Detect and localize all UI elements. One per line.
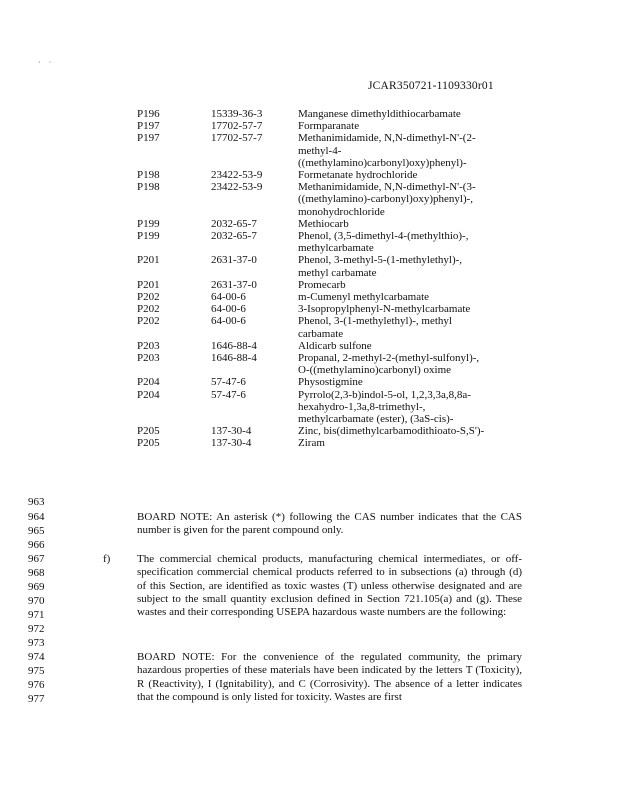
substance-name bbox=[298, 181, 528, 218]
waste-code-table bbox=[0, 108, 618, 450]
cas-number: 23422-53-9 bbox=[211, 169, 263, 182]
substance-name-line: ((methylamino)-carbonyl)oxy)phenyl)-, bbox=[298, 193, 474, 206]
line-number: 976 bbox=[28, 679, 45, 691]
line-number: 965 bbox=[28, 525, 45, 537]
cas-number: 137-30-4 bbox=[211, 425, 252, 438]
cas-number: 64-00-6 bbox=[211, 291, 246, 304]
substance-name-line: Phenol, (3,5-dimethyl-4-(methylthio)-, bbox=[298, 230, 469, 243]
substance-name bbox=[298, 254, 528, 278]
scan-speck-marks: · · bbox=[38, 58, 52, 67]
substance-name bbox=[298, 425, 528, 437]
table-row bbox=[0, 291, 618, 303]
substance-name bbox=[298, 315, 528, 339]
substance-name-line: Zinc, bis(dimethylcarbamodithioato-S,S')- bbox=[298, 425, 485, 438]
line-number: 963 bbox=[28, 496, 45, 508]
substance-name-line: Phenol, 3-methyl-5-(1-methylethyl)-, bbox=[298, 254, 463, 267]
table-row bbox=[0, 108, 618, 120]
waste-code: P201 bbox=[137, 254, 160, 267]
substance-name-line: ((methylamino)carbonyl)oxy)phenyl)- bbox=[298, 156, 467, 169]
substance-name-line: Formetanate hydrochloride bbox=[298, 169, 418, 182]
waste-code: P197 bbox=[137, 132, 160, 145]
substance-name-line: Formparanate bbox=[298, 120, 360, 133]
waste-code: P203 bbox=[137, 352, 160, 365]
substance-name bbox=[298, 389, 528, 426]
table-row bbox=[0, 181, 618, 218]
table-row bbox=[0, 218, 618, 230]
waste-code: P197 bbox=[137, 120, 160, 133]
substance-name bbox=[298, 230, 528, 254]
substance-name-line: Pyrrolo(2,3-b)indol-5-ol, 1,2,3,3a,8,8a- bbox=[298, 388, 471, 401]
waste-code: P198 bbox=[137, 181, 160, 194]
waste-code: P201 bbox=[137, 278, 160, 291]
waste-code: P198 bbox=[137, 169, 160, 182]
cas-number: 17702-57-7 bbox=[211, 132, 263, 145]
line-number: 973 bbox=[28, 637, 45, 649]
line-number: 975 bbox=[28, 665, 45, 677]
document-id-header: JCAR350721-1109330r01 bbox=[368, 80, 494, 92]
substance-name bbox=[298, 108, 528, 120]
substance-name-line: Promecarb bbox=[298, 278, 346, 291]
substance-name-line: Physostigmine bbox=[298, 376, 363, 389]
line-number: 972 bbox=[28, 623, 45, 635]
substance-name-line: methylcarbamate (ester), (3aS-cis)- bbox=[298, 413, 454, 426]
waste-code: P199 bbox=[137, 217, 160, 230]
substance-name-line: 3-Isopropylphenyl-N-methylcarbamate bbox=[298, 303, 471, 316]
substance-name-line: Methanimidamide, N,N-dimethyl-N'-(2- bbox=[298, 132, 476, 145]
substance-name-line: Phenol, 3-(1-methylethyl)-, methyl bbox=[298, 315, 452, 328]
line-number: 964 bbox=[28, 511, 45, 523]
waste-code: P202 bbox=[137, 315, 160, 328]
substance-name bbox=[298, 132, 528, 169]
substance-name-line: hexahydro-1,3a,8-trimethyl-, bbox=[298, 400, 426, 413]
table-row bbox=[0, 303, 618, 315]
table-row bbox=[0, 315, 618, 339]
table-row bbox=[0, 425, 618, 437]
substance-name bbox=[298, 291, 528, 303]
cas-number: 137-30-4 bbox=[211, 437, 252, 450]
line-number: 971 bbox=[28, 609, 45, 621]
substance-name-line: Manganese dimethyldithiocarbamate bbox=[298, 108, 461, 120]
cas-number: 17702-57-7 bbox=[211, 120, 263, 133]
cas-number: 1646-88-4 bbox=[211, 339, 257, 352]
substance-name-line: O-((methylamino)carbonyl) oxime bbox=[298, 364, 452, 377]
table-row bbox=[0, 254, 618, 278]
subsection-f-paragraph: The commercial chemical products, manufacturing chemical intermediates, or off-specification commercial chemical products referred to in subsections (a) through (d) of this Section, are identified as toxic wastes (T) unless otherwise designated and are subject to the small quantity exclusion defined in Section 721.105(a) and (g). These wastes and their corresponding USEPA hazardous waste numbers are the following: bbox=[137, 553, 522, 618]
cas-number: 2631-37-0 bbox=[211, 278, 257, 291]
waste-code: P199 bbox=[137, 230, 160, 243]
substance-name-line: methylcarbamate bbox=[298, 242, 374, 255]
table-row bbox=[0, 389, 618, 426]
substance-name bbox=[298, 437, 528, 449]
waste-code: P204 bbox=[137, 388, 160, 401]
cas-number: 23422-53-9 bbox=[211, 181, 263, 194]
substance-name bbox=[298, 376, 528, 388]
cas-number: 64-00-6 bbox=[211, 303, 246, 316]
line-number: 970 bbox=[28, 595, 45, 607]
cas-number: 64-00-6 bbox=[211, 315, 246, 328]
table-row bbox=[0, 132, 618, 169]
line-number: 977 bbox=[28, 693, 45, 705]
board-note-cas-asterisk: BOARD NOTE: An asterisk (*) following the CAS number indicates that the CAS number is given for the parent compound only. bbox=[137, 511, 522, 537]
line-number: 969 bbox=[28, 581, 45, 593]
substance-name-line: Propanal, 2-methyl-2-(methyl-sulfonyl)-, bbox=[298, 352, 480, 365]
cas-number: 15339-36-3 bbox=[211, 108, 263, 120]
cas-number: 57-47-6 bbox=[211, 376, 246, 389]
table-row bbox=[0, 120, 618, 132]
waste-code: P205 bbox=[137, 437, 160, 450]
waste-code: P205 bbox=[137, 425, 160, 438]
substance-name-line: Aldicarb sulfone bbox=[298, 339, 372, 352]
substance-name-line: monohydrochloride bbox=[298, 205, 385, 218]
waste-code: P202 bbox=[137, 303, 160, 316]
substance-name bbox=[298, 303, 528, 315]
waste-code: P196 bbox=[137, 108, 160, 120]
table-row bbox=[0, 352, 618, 376]
substance-name-line: methyl-4- bbox=[298, 144, 342, 157]
waste-code: P203 bbox=[137, 339, 160, 352]
substance-name-line: methyl carbamate bbox=[298, 266, 377, 279]
table-row bbox=[0, 279, 618, 291]
cas-number: 2032-65-7 bbox=[211, 230, 257, 243]
cas-number: 57-47-6 bbox=[211, 388, 246, 401]
substance-name-line: Methiocarb bbox=[298, 217, 349, 230]
substance-name-line: Ziram bbox=[298, 437, 325, 450]
substance-name bbox=[298, 120, 528, 132]
line-number: 967 bbox=[28, 553, 45, 565]
cas-number: 2631-37-0 bbox=[211, 254, 257, 267]
table-row bbox=[0, 230, 618, 254]
cas-number: 1646-88-4 bbox=[211, 352, 257, 365]
table-row bbox=[0, 340, 618, 352]
board-note-hazard-properties: BOARD NOTE: For the convenience of the regulated community, the primary hazardous properties of these materials have been indicated by the letters T (Toxicity), R (Reactivity), I (Ignitability), and C (Corrosivity). The absence of a letter indicates that the compound is only listed for toxicity. Wastes are first bbox=[137, 651, 522, 703]
waste-code: P204 bbox=[137, 376, 160, 389]
substance-name bbox=[298, 279, 528, 291]
substance-name bbox=[298, 352, 528, 376]
table-row bbox=[0, 437, 618, 449]
table-row bbox=[0, 169, 618, 181]
substance-name-line: Methanimidamide, N,N-dimethyl-N'-(3- bbox=[298, 181, 476, 194]
cas-number: 2032-65-7 bbox=[211, 217, 257, 230]
line-number: 968 bbox=[28, 567, 45, 579]
line-number: 974 bbox=[28, 651, 45, 663]
table-row bbox=[0, 376, 618, 388]
substance-name bbox=[298, 340, 528, 352]
line-number: 966 bbox=[28, 539, 45, 551]
subsection-label: f) bbox=[103, 553, 111, 565]
substance-name-line: m-Cumenyl methylcarbamate bbox=[298, 291, 430, 304]
substance-name bbox=[298, 169, 528, 181]
substance-name-line: carbamate bbox=[298, 327, 344, 340]
substance-name bbox=[298, 218, 528, 230]
waste-code: P202 bbox=[137, 291, 160, 304]
